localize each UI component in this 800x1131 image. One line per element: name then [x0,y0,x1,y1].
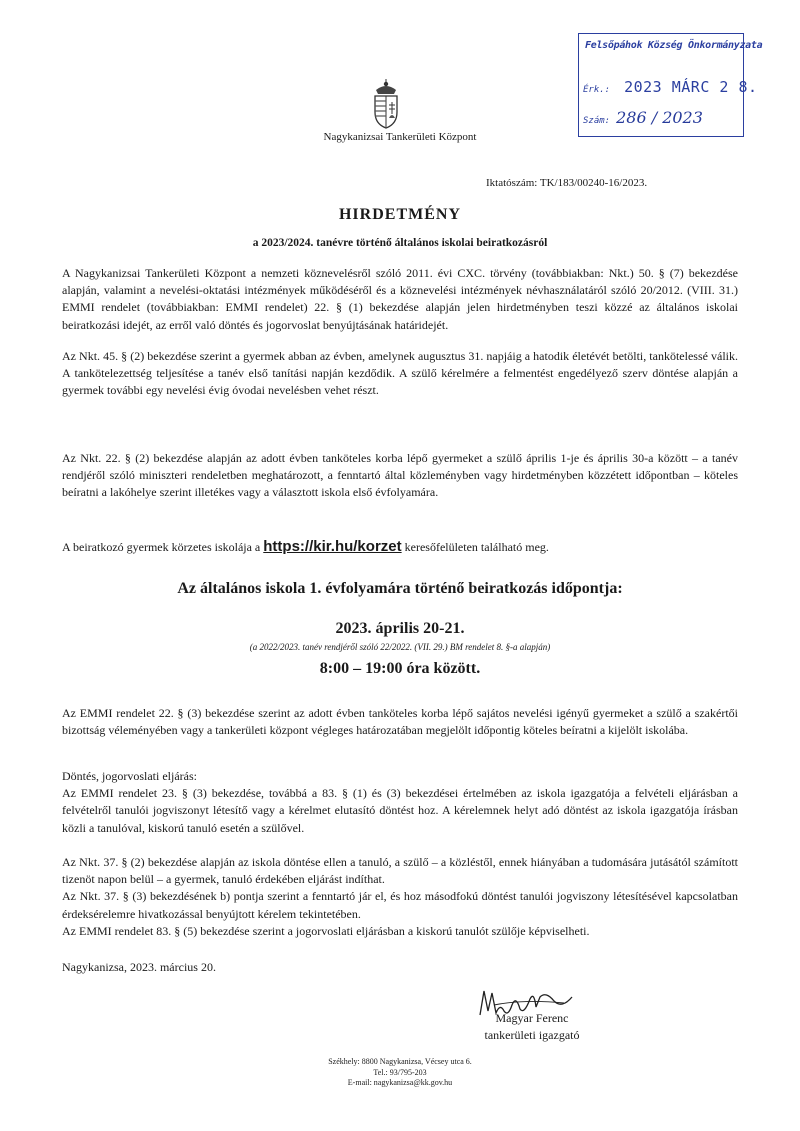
place-and-date: Nagykanizsa, 2023. március 20. [62,960,216,974]
document-title: HIRDETMÉNY [338,206,461,223]
appeal-text-1: Az Nkt. 37. § (2) bekezdése alapján az iskola döntése ellen a tanuló, a szülő – a közléstől, ennek hiányában a tudomására jutásától számított tizenöt napon belül – a gyermek, tanuló érdekében eljárást indíthat. [62,855,738,887]
footer-phone: Tel.: 93/795-203 [373,1067,427,1077]
signer-name: Magyar Ferenc [495,1011,569,1025]
paragraph-enrollment-duty: Az Nkt. 22. § (2) bekezdése alapján az adott évben tanköteles korba lépő gyermeket a szülő április 1-je és április 30-a között – a tanév rendjéről szóló miniszteri rendeletben meghatározott, a fenntartó által közleményben vagy hirdetményben közzétett időpontban – köteles beíratni a lakóhelye szerint illetékes vagy a választott iskola első évfolyamára. [62,451,738,500]
file-number: Iktatószám: TK/183/00240-16/2023. [486,177,648,189]
stamp-number-label: Szám: [583,116,611,126]
enrollment-date: 2023. április 20-21. [335,620,465,637]
district-text-after: keresőfelületen található meg. [401,540,549,554]
signer-title: tankerületi igazgató [484,1028,580,1042]
appeal-text-2: Az Nkt. 37. § (3) bekezdésének b) pontja szerint a fenntartó jár el, és hoz másodfokú döntést tanulói jogviszony létesítésével kapcsolatban érdeksérelemre hivatkozással benyújtott kérelem tekintetében. [62,889,738,921]
paragraph-appeal [62,854,738,940]
decision-text: Az EMMI rendelet 23. § (3) bekezdése, továbbá a 83. § (1) és (3) bekezdései értelmében az iskola igazgatója a felvételi eljárásban a felvételről tanulói jogviszonyt létesítő vagy a kérelmet elutasító döntést hoz. A kérelemnek helyt adó döntést az iskola igazgatója írásban közli a tanulóval, kiskorú tanuló esetén a szülővel. [62,786,738,835]
enrollment-time: 8:00 – 19:00 óra között. [319,660,481,677]
paragraph-decision [62,768,738,837]
registration-stamp [578,33,763,137]
stamp-org-name: Felsőpáhok Község Önkormányzata [585,40,763,51]
paragraph-special-needs: Az EMMI rendelet 22. § (3) bekezdése szerint az adott évben tanköteles korba lépő sajátos nevelési igényű gyermeket a szülő a szakértői bizottság véleményében vagy a tankerületi központ végleges határozatában megjelölt időpontig köteles beíratni a kijelölt iskolába. [62,706,738,738]
stamp-received-date: 2023 MÁRC 2 8. [624,78,758,96]
stamp-number-row [583,108,703,127]
district-link[interactable]: https://kir.hu/korzet [263,538,402,555]
document-subtitle: a 2023/2024. tanévre történő általános iskolai beiratkozásról [252,237,548,249]
enrollment-heading: Az általános iskola 1. évfolyamára történő beiratkozás időpontja: [177,580,623,597]
hungarian-coat-of-arms-icon [368,78,404,130]
appeal-text-3: Az EMMI rendelet 83. § (5) bekezdése szerint a jogorvoslati eljárásban a kiskorú tanulót szülője képviselheti. [62,923,590,938]
footer-email: E-mail: nagykanizsa@kk.gov.hu [347,1078,453,1087]
stamp-received-label: Érk.: [583,85,611,95]
signatory [472,1010,592,1044]
paragraph-legal-basis: A Nagykanizsai Tankerületi Központ a nemzeti köznevelésről szóló 2011. évi CXC. törvény (továbbiakban: Nkt.) 50. § (7) bekezdése alapján, valamint a nevelési-oktatási intézmények működéséről és a köznevelési intézmények névhasználatáról szóló 20/2012. (VIII. 31.) EMMI rendelet (továbbiakban: EMMI rendelet) 22. § (1) bekezdése alapján jelen hirdetményben teszi közzé az általános iskolai beiratkozási idejét, az erről való döntés és jogorvoslat benyújtásának határidejét. [62,266,738,332]
district-text-before: A beiratkozó gyermek körzetes iskolája a [62,540,264,554]
paragraph-district-school [62,538,738,556]
decision-heading: Döntés, jogorvoslati eljárás: [62,769,197,783]
stamp-received-row [583,78,758,96]
paragraph-school-age: Az Nkt. 45. § (2) bekezdése szerint a gyermek abban az évben, amelynek augusztus 31. napjáig a hatodik életévét betölti, tankötelessé válik. A tankötelezettség teljesítése a tanév első tanítási napján kezdődik. A szülő kérelmére a felmentést engedélyező szerv döntése alapján a gyermek további egy nevelési évig óvodai nevelésben vehet részt. [62,349,738,398]
organization-name: Nagykanizsai Tankerületi Központ [323,131,477,143]
enrollment-date-note: (a 2022/2023. tanév rendjéről szóló 22/2022. (VII. 29.) BM rendelet 8. §-a alapján) [249,642,551,652]
footer-contact [0,1057,800,1089]
stamp-number: 286 / 2023 [616,108,703,127]
footer-address: Székhely: 8800 Nagykanizsa, Vécsey utca 6. [328,1057,472,1066]
